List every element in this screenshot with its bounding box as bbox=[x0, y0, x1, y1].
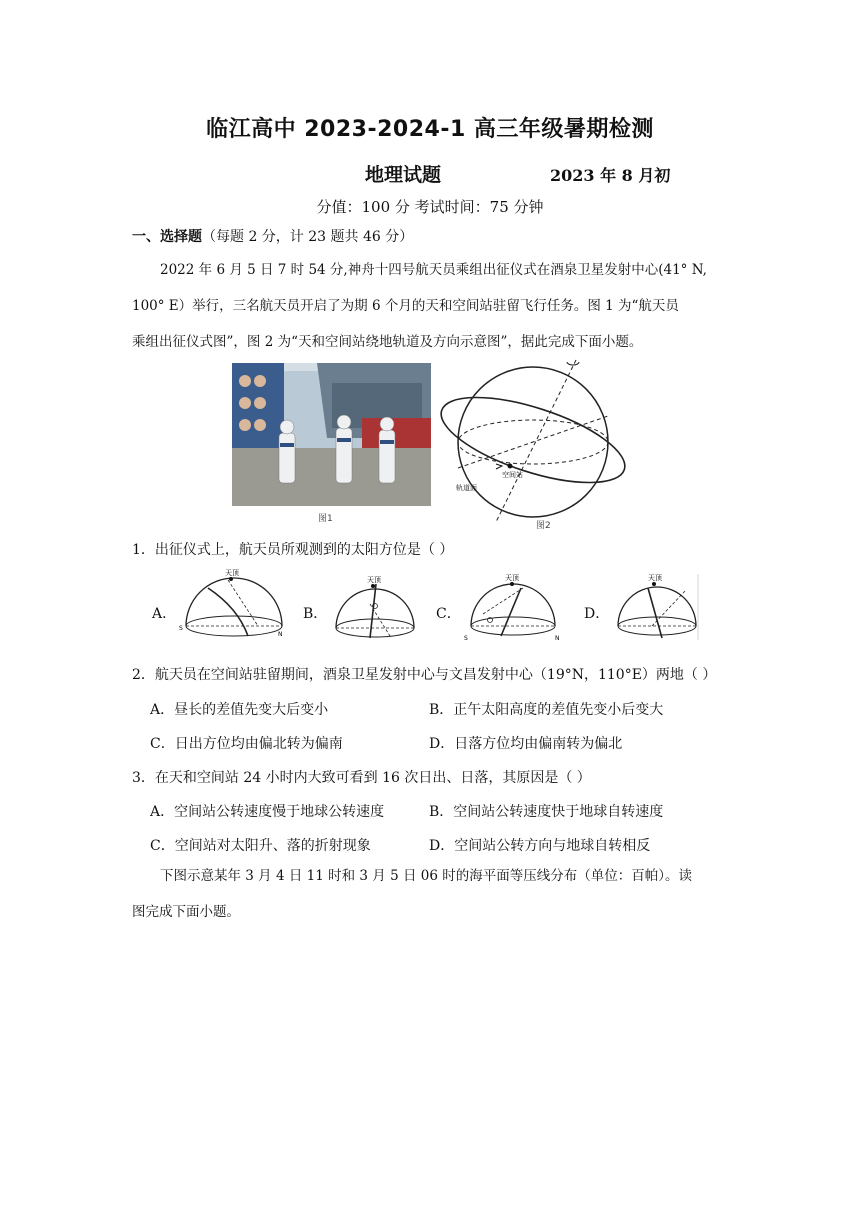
q1-option-b-diagram bbox=[330, 574, 420, 642]
q2-option-c: C．日出方位均由偏北转为偏南 bbox=[150, 736, 343, 752]
q1-option-b-label: B． bbox=[303, 606, 328, 622]
q3-option-b: B．空间站公转速度快于地球自转速度 bbox=[429, 804, 664, 820]
exam-meta: 分值：100 分 考试时间：75 分钟 bbox=[316, 198, 544, 216]
north-label: N bbox=[555, 635, 560, 642]
zenith-label: 天顶 bbox=[367, 576, 381, 584]
q1-option-c-diagram bbox=[463, 574, 563, 642]
passage-2-line-1: 下图示意某年 3 月 4 日 11 时和 3 月 5 日 06 时的海平面等压线分布（单位：百帕）。读 bbox=[160, 868, 692, 884]
passage-1-line-1: 2022 年 6 月 5 日 7 时 54 分,神舟十四号航天员乘组出征仪式在酒泉卫星发射中心(41° N, bbox=[160, 262, 707, 278]
zenith-label: 天顶 bbox=[648, 574, 662, 582]
ceremony-photo bbox=[232, 363, 431, 506]
north-label: N bbox=[278, 631, 283, 638]
q1-option-d-diagram bbox=[612, 574, 702, 642]
exam-title: 临江高中 2023-2024-1 高三年级暑期检测 bbox=[206, 117, 654, 142]
station-label: 空间站 bbox=[502, 471, 523, 479]
passage-1-line-3: 乘组出征仪式图”，图 2 为“天和空间站绕地轨道及方向示意图”，据此完成下面小题。 bbox=[132, 334, 643, 350]
passage-2-line-2: 图完成下面小题。 bbox=[132, 904, 240, 920]
question-2-stem: 2．航天员在空间站驻留期间，酒泉卫星发射中心与文昌发射中心（19°N，110°E）两地（ ） bbox=[132, 667, 717, 683]
south-label: S bbox=[464, 635, 468, 642]
q3-option-d: D．空间站公转方向与地球自转相反 bbox=[429, 838, 651, 854]
section-note: （每题 2 分，计 23 题共 46 分） bbox=[202, 229, 414, 245]
south-label: S bbox=[179, 625, 183, 632]
question-1-stem: 1．出征仪式上，航天员所观测到的太阳方位是（ ） bbox=[132, 542, 454, 558]
q1-option-a-label: A． bbox=[152, 606, 177, 622]
subject-title: 地理试题 bbox=[365, 164, 442, 186]
q2-option-d: D．日落方位均由偏南转为偏北 bbox=[429, 736, 623, 752]
q1-option-a-diagram bbox=[178, 568, 290, 640]
zenith-label: 天顶 bbox=[505, 574, 519, 582]
q2-option-a: A．昼长的差值先变大后变小 bbox=[150, 702, 329, 718]
orbit-plane-label: 轨道面 bbox=[456, 484, 477, 492]
section-title: 一、选择题 bbox=[132, 229, 202, 245]
passage-1 bbox=[132, 252, 738, 360]
figure-2-label: 图2 bbox=[536, 521, 551, 531]
zenith-label: 天顶 bbox=[225, 569, 239, 577]
exam-date: 2023 年 8 月初 bbox=[550, 166, 671, 185]
q3-option-c: C．空间站对太阳升、落的折射现象 bbox=[150, 838, 371, 854]
passage-2 bbox=[132, 858, 738, 930]
q2-option-b: B．正午太阳高度的差值先变小后变大 bbox=[429, 702, 664, 718]
orbit-diagram bbox=[436, 350, 631, 525]
question-3-stem: 3．在天和空间站 24 小时内大致可看到 16 次日出、日落，其原因是（ ） bbox=[132, 770, 591, 786]
q3-option-a: A．空间站公转速度慢于地球公转速度 bbox=[150, 804, 385, 820]
figure-1-label: 图1 bbox=[318, 514, 333, 524]
passage-1-line-2: 100° E）举行，三名航天员开启了为期 6 个月的天和空间站驻留飞行任务。图 1 为“航天员 bbox=[132, 298, 679, 314]
q1-option-d-label: D． bbox=[584, 606, 610, 622]
section-heading bbox=[132, 226, 413, 246]
q1-option-c-label: C． bbox=[436, 606, 461, 622]
